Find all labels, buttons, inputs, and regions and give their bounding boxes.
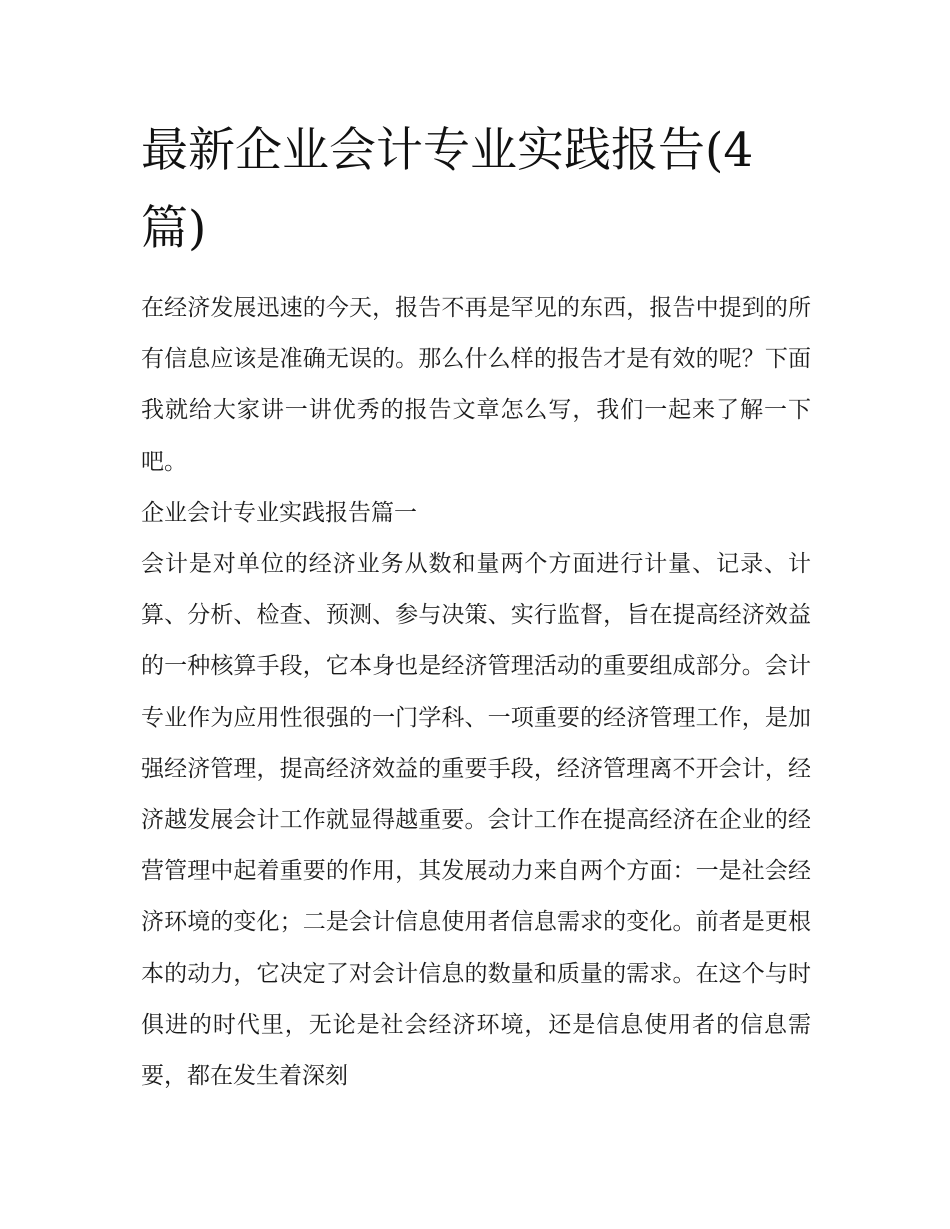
intro-paragraph: 在经济发展迅速的今天，报告不再是罕见的东西，报告中提到的所有信息应该是准确无误的。那么什么样的报告才是有效的呢？下面我就给大家讲一讲优秀的报告文章怎么写，我们一起来了解一下吧。 (141, 295, 811, 475)
document-content (141, 112, 811, 1102)
section-body-paragraph: 会计是对单位的经济业务从数和量两个方面进行计量、记录、计算、分析、检查、预测、参与决策、实行监督，旨在提高经济效益的一种核算手段，它本身也是经济管理活动的重要组成部分。会计专业作为应用性很强的一门学科、一项重要的经济管理工作，是加强经济管理，提高经济效益的重要手段，经济管理离不开会计，经济越发展会计工作就显得越重要。会计工作在提高经济在企业的经营管理中起着重要的作用，其发展动力来自两个方面：一是社会经济环境的变化；二是会计信息使用者信息需求的变化。前者是更根本的动力，它决定了对会计信息的数量和质量的需求。在这个与时俱进的时代里，无论是社会经济环境，还是信息使用者的信息需要，都在发生着深刻 (141, 551, 811, 1090)
document-title: 最新企业会计专业实践报告(4篇) (141, 123, 754, 256)
section-heading: 企业会计专业实践报告篇一 (141, 499, 417, 526)
